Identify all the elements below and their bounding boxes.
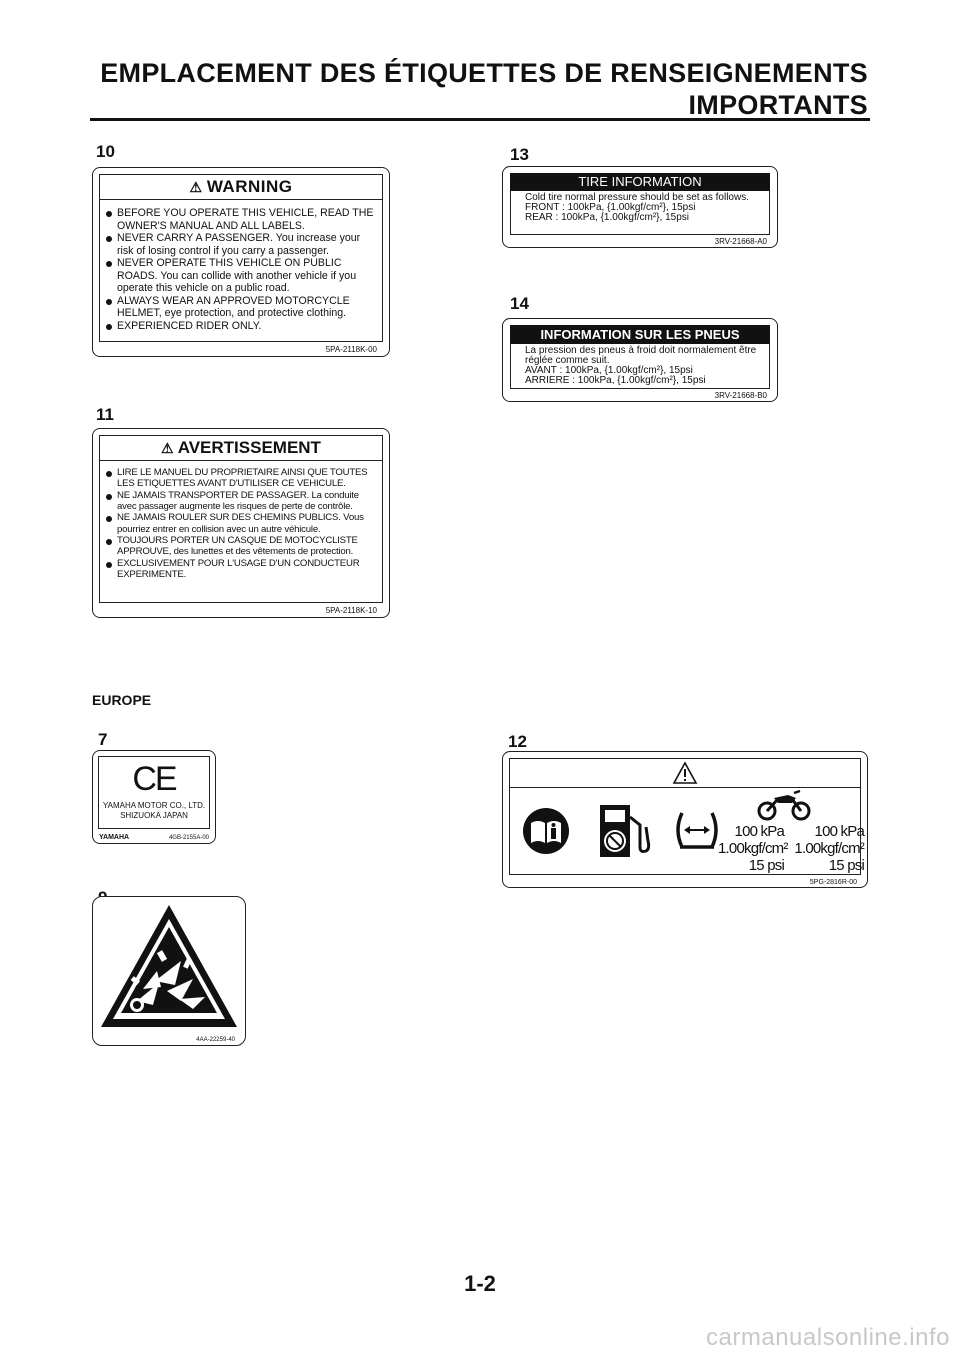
front-kgf-value: 1.00 [718,840,744,857]
label-7-code: 4GB-2155A-00 [168,835,209,841]
page-title-line2: IMPORTANTS [688,90,868,120]
label-11-bullets [100,461,382,580]
label11-bullet-item: TOUJOURS PORTER UN CASQUE DE MOTOCYCLISTE APPROUVE, des lunettes et des vêtements de protection. [104,535,378,558]
front-kgf-unit: kgf/cm² [744,840,788,857]
label11-bullet-item: EXCLUSIVEMENT POUR L'USAGE D'UN CONDUCTEUR EXPERIMENTE. [104,558,378,581]
page-title-line1: EMPLACEMENT DES ÉTIQUETTES DE RENSEIGNEMENTS [100,58,868,88]
rear-psi-value: 15 [828,857,844,874]
front-psi-unit: psi [767,857,784,874]
rear-kpa-value: 100 [814,823,838,840]
label10-bullet-item: BEFORE YOU OPERATE THIS VEHICLE, READ THE OWNER'S MANUAL AND ALL LABELS. [104,207,377,232]
label-7-ce-plate [92,750,216,844]
label-9-code: 4AA-22259-40 [196,1037,235,1043]
page-number: 1-2 [464,1271,496,1296]
label-7-maker-line2: SHIZUOKA JAPAN [120,811,188,820]
label-10-warning [92,167,390,357]
label-7-maker-line1: YAMAHA MOTOR CO., LTD. [102,801,206,810]
label-11-title: AVERTISSEMENT [177,438,321,457]
ce-mark-icon: CE [132,760,176,798]
label-13-code: 3RV-21668-A0 [714,237,767,246]
label11-bullet-item: NE JAMAIS ROULER SUR DES CHEMINS PUBLICS. Vous pourriez entrer en collision avec un autre véhicule. [104,512,378,535]
tire-pressure-icon [672,807,722,853]
label-10-number: 10 [96,142,115,161]
warning-triangle-icon: ⚠ [189,179,203,195]
label-13-title: TIRE INFORMATION [510,173,770,191]
rear-psi-unit: psi [847,857,864,874]
label10-bullet-item: EXPERIENCED RIDER ONLY. [104,320,377,333]
label-11-code: 5PA-2118K-10 [325,606,377,615]
rear-kgf-unit: kgf/cm² [820,840,864,857]
watermark[interactable]: carmanualsonline.info [706,1324,950,1351]
rear-tire-pressure [794,823,864,874]
label-10-bullets [100,200,382,332]
label11-bullet-item: LIRE LE MANUEL DU PROPRIETAIRE AINSI QUE TOUTES LES ETIQUETTES AVANT D'UTILISER CE VEHICULE. [104,467,378,490]
label-11-number: 11 [96,405,114,424]
label-12-fuel-tire-pictogram [502,751,868,888]
motorcycle-icon [756,789,812,821]
label-13-number: 13 [510,145,529,164]
label-10-code: 5PA-2118K-00 [325,345,377,354]
front-kpa-unit: kPa [760,823,784,840]
explosive-hazard-icon [97,901,241,1033]
label-13-line-3: REAR : 100kPa, {1.00kgf/cm²}, 15psi [525,212,689,223]
header-rule [90,118,870,121]
label-14-information-pneus [502,318,778,402]
label-14-line-2: AVANT : 100kPa, {1.00kgf/cm²}, 15psi [525,365,693,376]
label-7-brand: YAMAHA [99,834,130,841]
label-10-title: WARNING [206,177,293,196]
front-tire-pressure [718,823,788,874]
section-europe: EUROPE [92,692,152,708]
label-14-code: 3RV-21668-B0 [714,391,767,400]
label-12-code: 5PG-2816R-00 [809,879,857,886]
front-kpa-value: 100 [734,823,758,840]
label10-bullet-item: NEVER CARRY A PASSENGER. You increase your risk of losing control if you carry a passenger. [104,232,377,257]
fuel-pump-icon [594,801,654,861]
label-14-line-3: ARRIERE : 100kPa, {1.00kgf/cm²}, 15psi [525,375,706,386]
rear-kgf-value: 1.00 [794,840,821,857]
label10-bullet-item: NEVER OPERATE THIS VEHICLE ON PUBLIC ROADS. You can collide with another vehicle if you operate this vehicle on a public road. [104,257,377,295]
label11-bullet-item: NE JAMAIS TRANSPORTER DE PASSAGER. La conduite avec passager augmente les risques de perte de contrôle. [104,490,378,513]
label10-bullet-item: ALWAYS WEAR AN APPROVED MOTORCYCLE HELMET, eye protection, and protective clothing. [104,295,377,320]
front-psi-value: 15 [748,857,764,874]
rear-kpa-unit: kPa [840,823,864,840]
warning-triangle-icon: ⚠ [161,440,174,456]
label-12-number: 12 [508,732,527,751]
label-7-number: 7 [98,730,108,749]
label-9-explosive-warning [92,896,246,1046]
caution-triangle-icon [672,761,698,785]
label-11-avertissement [92,428,390,618]
label-13-tire-information [502,166,778,248]
label-13-line-2: FRONT : 100kPa, {1.00kgf/cm²}, 15psi [525,202,696,213]
label-14-title: INFORMATION SUR LES PNEUS [510,325,770,344]
read-manual-icon [522,807,570,855]
label-14-line-1: La pression des pneus à froid doit normalement être réglée comme suit. [525,345,757,366]
label-14-number: 14 [510,294,529,313]
label-13-line-1: Cold tire normal pressure should be set as follows. [525,192,749,203]
